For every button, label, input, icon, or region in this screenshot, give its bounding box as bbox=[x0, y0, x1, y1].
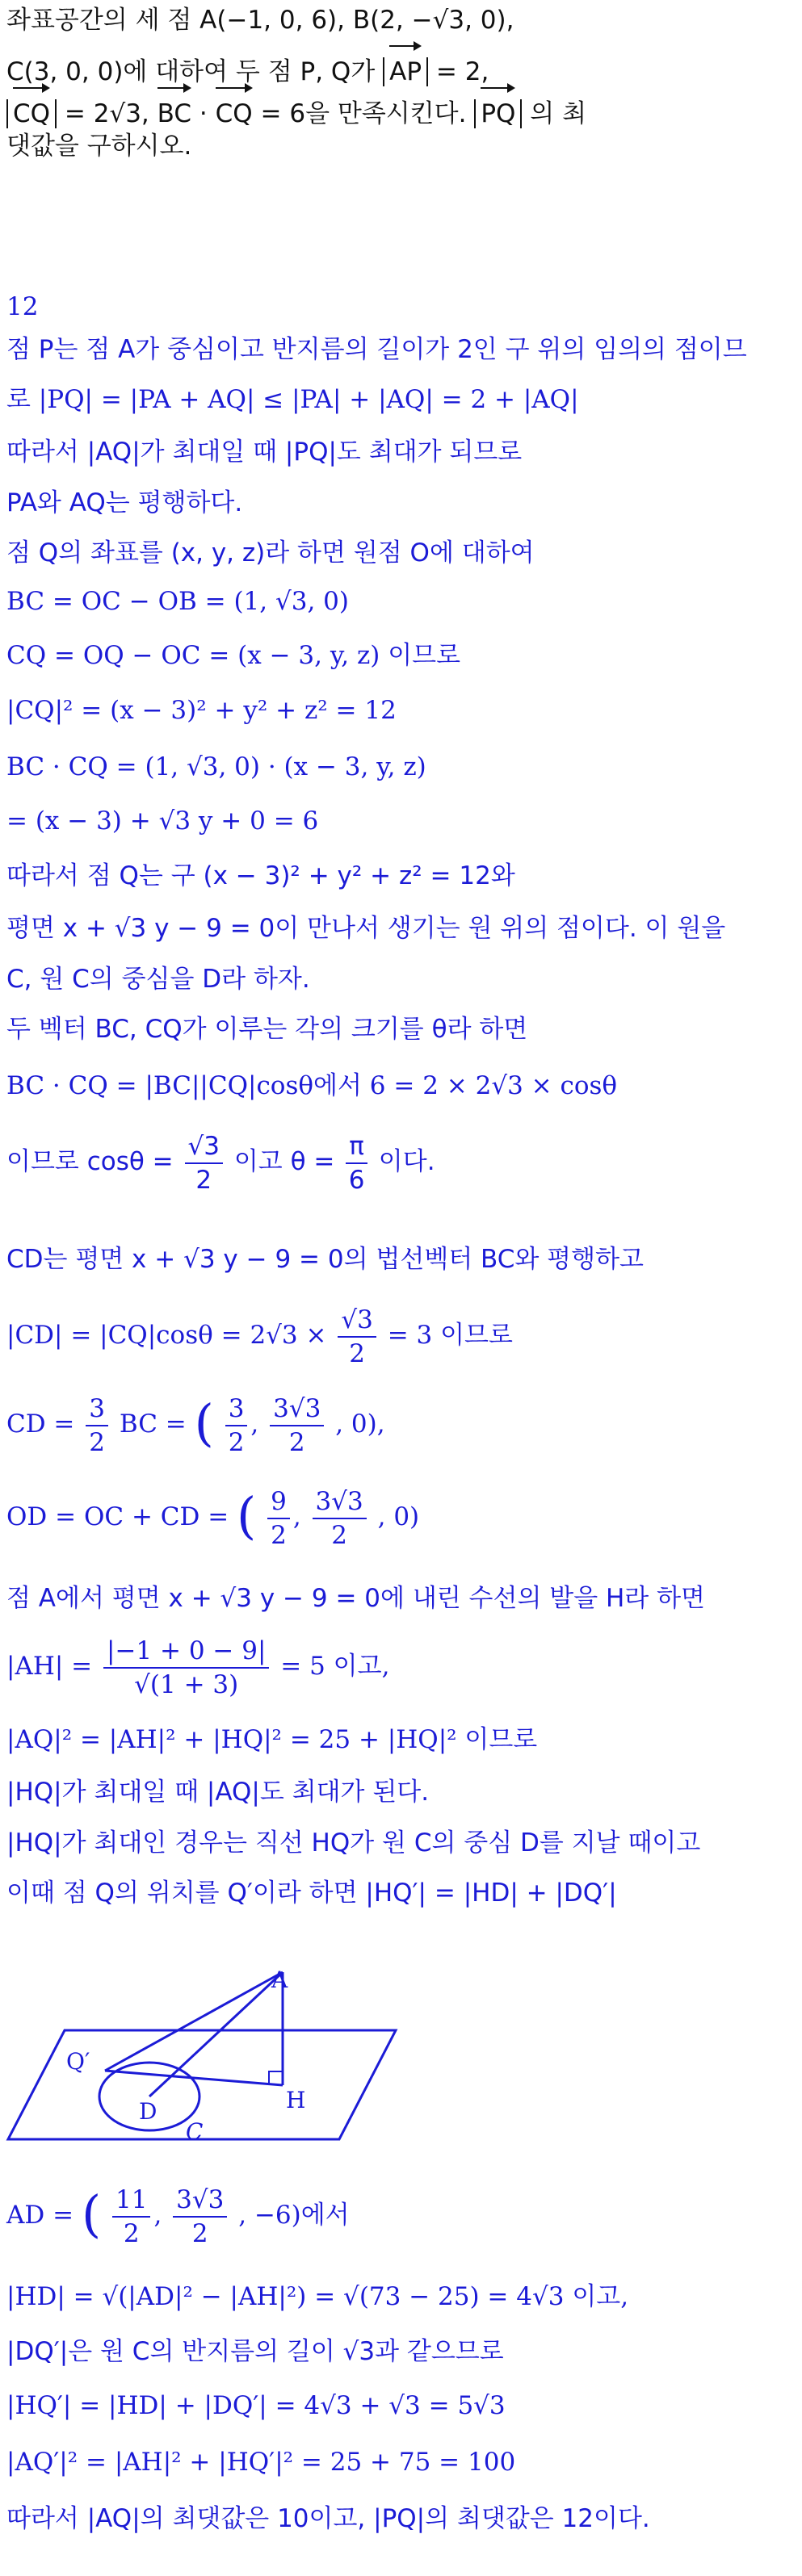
left-paren: ( bbox=[81, 2184, 102, 2243]
text: OD = OC + CD = bbox=[6, 1502, 229, 1531]
problem-text: = 6을 만족시킨다. bbox=[260, 99, 467, 128]
problem-text: = 2, bbox=[435, 57, 489, 86]
solution-line-5: 점 Q의 좌표를 (x, y, z)라 하면 원점 O에 대하여 bbox=[6, 538, 535, 568]
fraction-sqrt3-over-2 bbox=[338, 1304, 376, 1370]
solution-line-20: OD = OC + CD = ( $\frac{9}{2}$ , $\frac{3√3}{2}$ , 0) bbox=[6, 1486, 420, 1550]
solution-line-24: |HQ|가 최대일 때 |AQ|도 최대가 된다. bbox=[6, 1778, 430, 1807]
fraction-3sqrt3-over-2 bbox=[313, 1485, 367, 1552]
solution-line-18 bbox=[6, 1300, 513, 1371]
solution-line-16 bbox=[6, 1126, 435, 1197]
solution-line-17: CD는 평면 x + √3 y − 9 = 0의 법선벡터 BC와 평행하고 bbox=[6, 1245, 644, 1274]
left-paren: ( bbox=[194, 1393, 214, 1452]
numerator: |−1 + 0 − 9| bbox=[103, 1635, 269, 1669]
denominator: 6 bbox=[348, 1165, 365, 1195]
solution-line-21: 점 A에서 평면 x + √3 y − 9 = 0에 내린 수선의 발을 H라 하면 bbox=[6, 1584, 705, 1613]
fraction-3-over-2 bbox=[225, 1393, 248, 1459]
problem-text: C(3, 0, 0)에 대하여 두 점 P, Q가 bbox=[6, 57, 376, 86]
problem-line-1: 좌표공간의 세 점 A(−1, 0, 6), B(2, −√3, 0), bbox=[6, 6, 514, 35]
text: BC = bbox=[119, 1409, 187, 1439]
answer: 12 bbox=[6, 292, 39, 321]
denominator: 2 bbox=[191, 2218, 208, 2248]
denominator: 2 bbox=[271, 1520, 287, 1550]
numerator: √3 bbox=[338, 1304, 376, 1338]
denominator: 2 bbox=[228, 1427, 245, 1457]
numerator: 9 bbox=[267, 1485, 290, 1519]
text: 이고 θ = bbox=[233, 1147, 335, 1176]
fraction-11-over-2 bbox=[112, 2184, 150, 2250]
text: |AH| = bbox=[6, 1652, 93, 1681]
solution-line-23: |AQ|² = |AH|² + |HQ|² = 25 + |HQ|² 이므로 bbox=[6, 1725, 538, 1754]
line-QH bbox=[105, 2071, 283, 2085]
solution-line-28: |HD| = √(|AD|² − |AH|²) = √(73 − 25) = 4√3 이고, bbox=[6, 2282, 629, 2311]
numerator: 3√3 bbox=[270, 1393, 324, 1426]
numerator: π bbox=[346, 1130, 367, 1164]
text: = 3 이므로 bbox=[387, 1321, 513, 1350]
solution-line-30: |HQ′| = |HD| + |DQ′| = 4√3 + √3 = 5√3 bbox=[6, 2391, 506, 2420]
solution-line-31: |AQ′|² = |AH|² + |HQ′|² = 25 + 75 = 100 bbox=[6, 2448, 516, 2477]
text: , 0), bbox=[335, 1409, 385, 1439]
denominator: √(1 + 3) bbox=[134, 1669, 239, 1699]
vector-PQ: PQ bbox=[481, 84, 515, 134]
label-Q-prime: Q′ bbox=[66, 2048, 90, 2075]
text: |CD| = |CQ|cosθ = 2√3 × bbox=[6, 1321, 327, 1350]
solution-line-11: 따라서 점 Q는 구 (x − 3)² + y² + z² = 12와 bbox=[6, 861, 515, 890]
text: , −6)에서 bbox=[238, 2201, 350, 2230]
solution-line-14: 두 벡터 BC, CQ가 이루는 각의 크기를 θ라 하면 bbox=[6, 1015, 528, 1044]
text: , 0) bbox=[377, 1502, 420, 1531]
solution-line-27: AD = ( $\frac{11}{2}$ , $\frac{3√3}{2}$ , −6)에서 bbox=[6, 2184, 350, 2248]
text: AD = bbox=[6, 2201, 74, 2230]
denominator: 2 bbox=[89, 1427, 105, 1457]
solution-line-29: |DQ′|은 원 C의 반지름의 길이 √3과 같으므로 bbox=[6, 2337, 504, 2366]
problem-text: 의 최 bbox=[530, 99, 587, 128]
geometry-figure bbox=[0, 1966, 420, 2168]
text: CD = bbox=[6, 1409, 75, 1439]
vector-BC: BC bbox=[157, 84, 191, 134]
text: = 5 이고, bbox=[280, 1652, 390, 1681]
problem-text: = 2√3, bbox=[64, 99, 149, 128]
vector-CQ-abs bbox=[6, 99, 57, 128]
right-angle-mark bbox=[269, 2071, 283, 2084]
solution-line-7: CQ = OQ − OC = (x − 3, y, z) 이므로 bbox=[6, 641, 461, 670]
solution-line-9: BC · CQ = (1, √3, 0) · (x − 3, y, z) bbox=[6, 752, 426, 781]
solution-line-19: CD = $\frac{3}{2}$ BC = ( $\frac{3}{2}$ , $\frac{3√3}{2}$ , 0), bbox=[6, 1393, 385, 1457]
solution-line-6: BC = OC − OB = (1, √3, 0) bbox=[6, 587, 349, 616]
solution-line-12: 평면 x + √3 y − 9 = 0이 만나서 생기는 원 위의 점이다. 이 원을 bbox=[6, 914, 726, 943]
numerator: 3√3 bbox=[313, 1485, 367, 1519]
vector-PQ-abs bbox=[474, 99, 522, 128]
denominator: 2 bbox=[123, 2218, 140, 2248]
solution-line-8: |CQ|² = (x − 3)² + y² + z² = 12 bbox=[6, 696, 397, 725]
solution-line-10: = (x − 3) + √3 y + 0 = 6 bbox=[6, 806, 319, 836]
solution-line-26: 이때 점 Q의 위치를 Q′이라 하면 |HQ′| = |HD| + |DQ′| bbox=[6, 1879, 617, 1908]
numerator: 3√3 bbox=[173, 2184, 227, 2218]
vector-AP-abs bbox=[383, 57, 428, 86]
solution-line-25: |HQ|가 최대인 경우는 직선 HQ가 원 C의 중심 D를 지날 때이고 bbox=[6, 1828, 701, 1858]
solution-line-4: PA와 AQ는 평행하다. bbox=[6, 488, 243, 517]
vector-AP: AP bbox=[389, 42, 422, 92]
fraction-3-over-2 bbox=[86, 1393, 108, 1459]
solution-line-1: 점 P는 점 A가 중심이고 반지름의 길이가 2인 구 위의 임의의 점이므 bbox=[6, 335, 747, 364]
label-D: D bbox=[139, 2098, 157, 2125]
vector-CQ: CQ bbox=[13, 84, 50, 134]
solution-line-32: 따라서 |AQ|의 최댓값은 10이고, |PQ|의 최댓값은 12이다. bbox=[6, 2504, 650, 2533]
solution-line-2: 로 |PQ| = |PA + AQ| ≤ |PA| + |AQ| = 2 + |AQ| bbox=[6, 385, 579, 414]
denominator: 2 bbox=[349, 1338, 365, 1368]
numerator: 3 bbox=[225, 1393, 248, 1426]
fraction-9-over-2 bbox=[267, 1485, 290, 1552]
numerator: 3 bbox=[86, 1393, 108, 1426]
problem-line-4: 댓값을 구하시오. bbox=[6, 132, 192, 161]
label-A: A bbox=[271, 1966, 288, 1993]
solution-line-13: C, 원 C의 중심을 D라 하자. bbox=[6, 965, 310, 994]
fraction-pi-over-6 bbox=[346, 1130, 367, 1196]
fraction-3sqrt3-over-2 bbox=[173, 2184, 227, 2250]
solution-line-3: 따라서 |AQ|가 최대일 때 |PQ|도 최대가 되므로 bbox=[6, 438, 523, 467]
fraction-sqrt3-over-2 bbox=[185, 1130, 223, 1196]
numerator: √3 bbox=[185, 1130, 223, 1164]
denominator: 2 bbox=[331, 1520, 348, 1550]
fraction-distance bbox=[103, 1635, 269, 1701]
vector-CQ: CQ bbox=[216, 84, 253, 134]
solution-line-15: BC · CQ = |BC||CQ|cosθ에서 6 = 2 × 2√3 × cosθ bbox=[6, 1071, 618, 1100]
label-C: C bbox=[186, 2118, 204, 2145]
left-paren: ( bbox=[237, 1486, 257, 1545]
denominator: 2 bbox=[195, 1165, 212, 1195]
solution-line-22 bbox=[6, 1631, 389, 1702]
numerator: 11 bbox=[112, 2184, 150, 2218]
denominator: 2 bbox=[288, 1427, 305, 1457]
dot-operator: · bbox=[199, 99, 208, 128]
text: 이다. bbox=[378, 1147, 435, 1176]
fraction-3sqrt3-over-2 bbox=[270, 1393, 324, 1459]
text: 이므로 cosθ = bbox=[6, 1147, 174, 1176]
label-H: H bbox=[286, 2087, 306, 2113]
